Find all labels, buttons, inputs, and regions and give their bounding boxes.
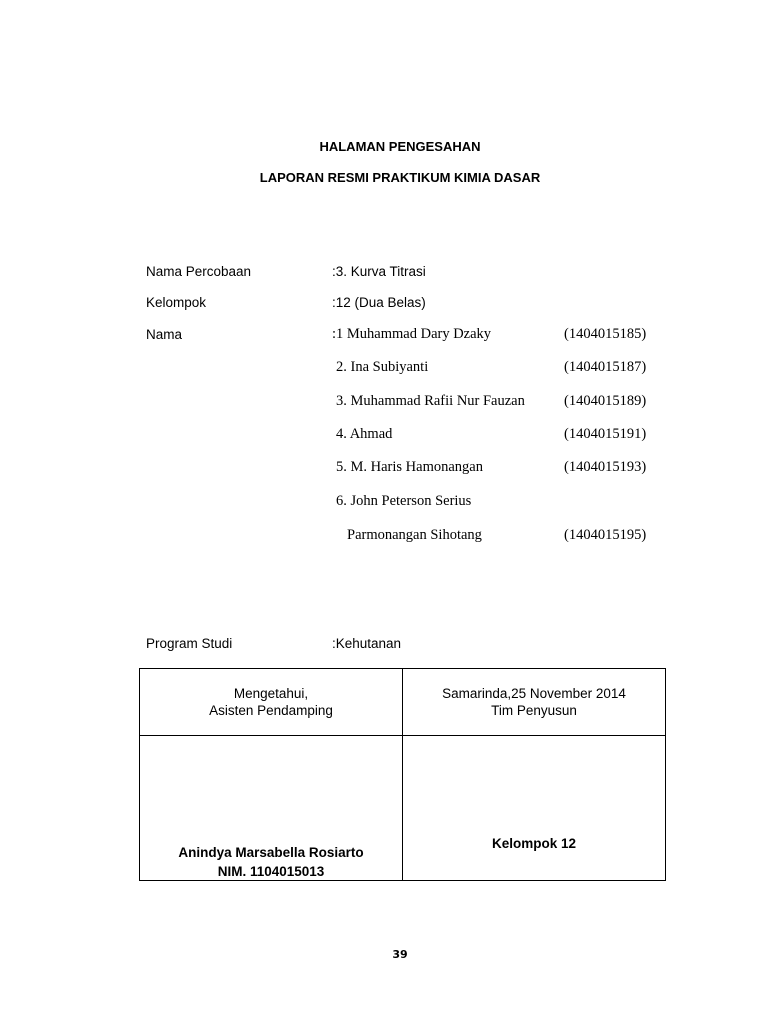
mengetahui-label: Mengetahui, (233, 686, 309, 701)
member-name: 5. M. Haris Hamonangan (336, 459, 483, 475)
member-nim: (1404015189) (564, 393, 647, 409)
member-name: 4. Ahmad (336, 426, 393, 442)
signature-right-cell (403, 736, 666, 881)
member-nim: (1404015185) (564, 326, 647, 342)
member-name: :1 Muhammad Dary Dzaky (332, 326, 492, 342)
tim-penyusun-label: Tim Penyusun (491, 703, 577, 718)
member-name: 6. John Peterson Serius (336, 493, 472, 509)
signature-left-cell (140, 736, 403, 881)
member-nim: (1404015193) (564, 459, 647, 475)
member-nim: (1404015191) (564, 426, 647, 442)
assistant-nim: NIM. 1104015013 (217, 864, 325, 879)
program-label: Program Studi (146, 636, 233, 651)
kelompok-value: :12 (Dua Belas) (332, 295, 426, 310)
signature-left-header (140, 669, 403, 736)
member-name: 2. Ina Subiyanti (336, 359, 429, 375)
assistant-name: Anindya Marsabella Rosiarto (178, 845, 364, 860)
percobaan-value: :3. Kurva Titrasi (332, 264, 426, 279)
member-name-continued: Parmonangan Sihotang (347, 527, 482, 543)
group-name: Kelompok 12 (491, 836, 577, 851)
percobaan-label: Nama Percobaan (146, 264, 252, 279)
signature-right-header (403, 669, 666, 736)
signature-table (139, 668, 666, 881)
page-number: 39 (392, 948, 408, 961)
member-name: 3. Muhammad Rafii Nur Fauzan (336, 393, 525, 409)
kelompok-label: Kelompok (146, 295, 207, 310)
nama-label: Nama (146, 327, 183, 342)
member-nim: (1404015195) (564, 527, 647, 543)
page-title: HALAMAN PENGESAHAN (319, 139, 481, 154)
date-place-label: Samarinda,25 November 2014 (442, 686, 626, 701)
asisten-label: Asisten Pendamping (209, 703, 333, 718)
member-nim: (1404015187) (564, 359, 647, 375)
page-subtitle: LAPORAN RESMI PRAKTIKUM KIMIA DASAR (259, 170, 541, 185)
program-value: :Kehutanan (332, 636, 402, 651)
